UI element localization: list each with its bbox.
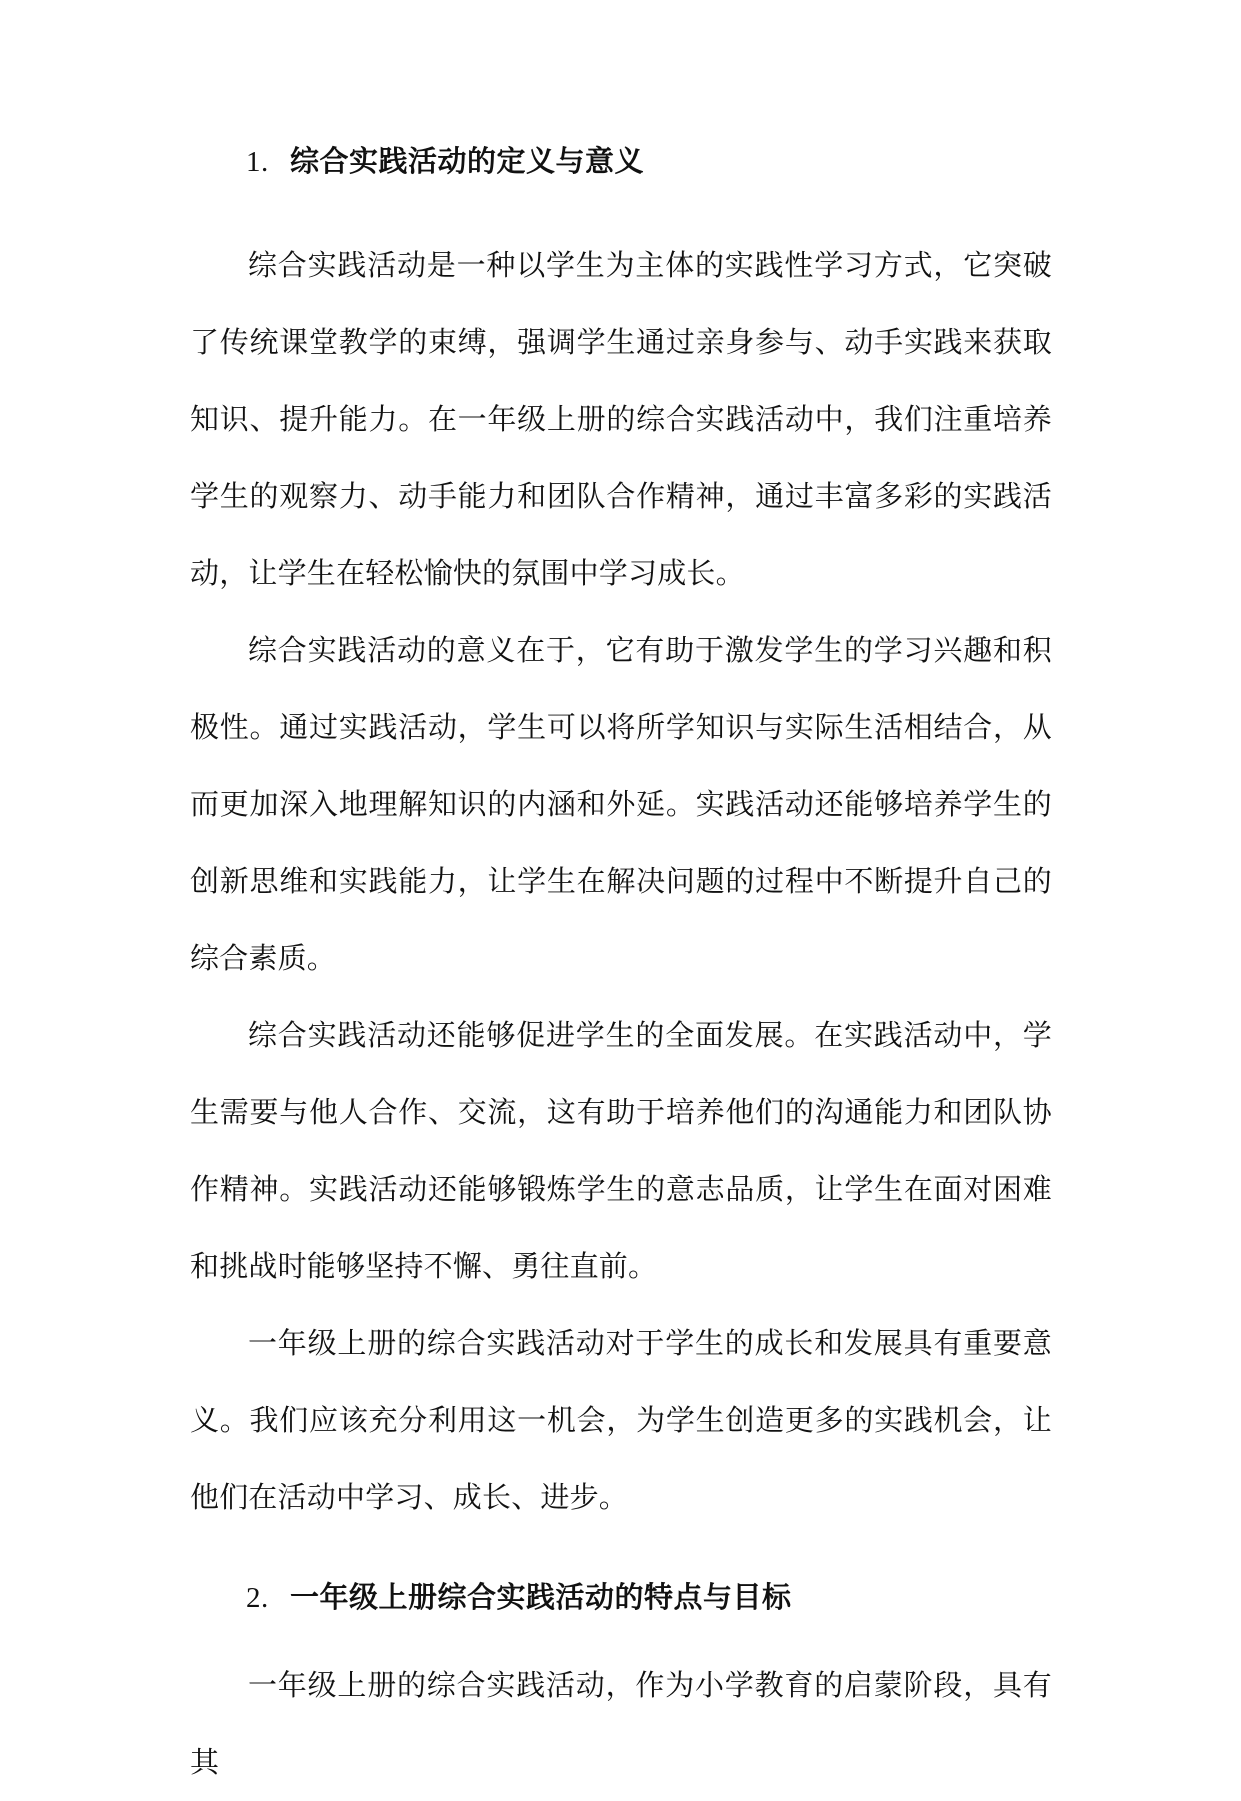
section-heading [246,142,1052,181]
paragraph: 一年级上册的综合实践活动对于学生的成长和发展具有重要意义。我们应该充分利用这一机会，为学生创造更多的实践机会，让他们在活动中学习、成长、进步。 [190,1326,1052,1514]
section-spacer [190,1536,1052,1578]
section-title: 综合实践活动的定义与意义 [290,144,645,178]
section-1 [190,142,1052,1536]
section-number: 2. [246,1582,269,1614]
paragraph: 综合实践活动是一种以学生为主体的实践性学习方式，它突破了传统课堂教学的束缚，强调学生通过亲身参与、动手实践来获取知识、提升能力。在一年级上册的综合实践活动中，我们注重培养学生的观察力、动手能力和团队合作精神，通过丰富多彩的实践活动，让学生在轻松愉快的氛围中学习成长。 [190,248,1052,590]
paragraph: 一年级上册的综合实践活动，作为小学教育的启蒙阶段，具有其 [190,1668,1052,1779]
section-heading [246,1578,1052,1617]
section-2 [190,1578,1052,1801]
section-number: 1. [246,146,269,178]
section-title: 一年级上册综合实践活动的特点与目标 [290,1580,792,1614]
document-body [190,142,1052,1801]
paragraph: 综合实践活动还能够促进学生的全面发展。在实践活动中，学生需要与他人合作、交流，这有助于培养他们的沟通能力和团队协作精神。实践活动还能够锻炼学生的意志品质，让学生在面对困难和挑战时能够坚持不懈、勇往直前。 [190,1018,1052,1283]
paragraph: 综合实践活动的意义在于，它有助于激发学生的学习兴趣和积极性。通过实践活动，学生可以将所学知识与实际生活相结合，从而更加深入地理解知识的内涵和外延。实践活动还能够培养学生的创新思维和实践能力，让学生在解决问题的过程中不断提升自己的综合素质。 [190,633,1052,975]
